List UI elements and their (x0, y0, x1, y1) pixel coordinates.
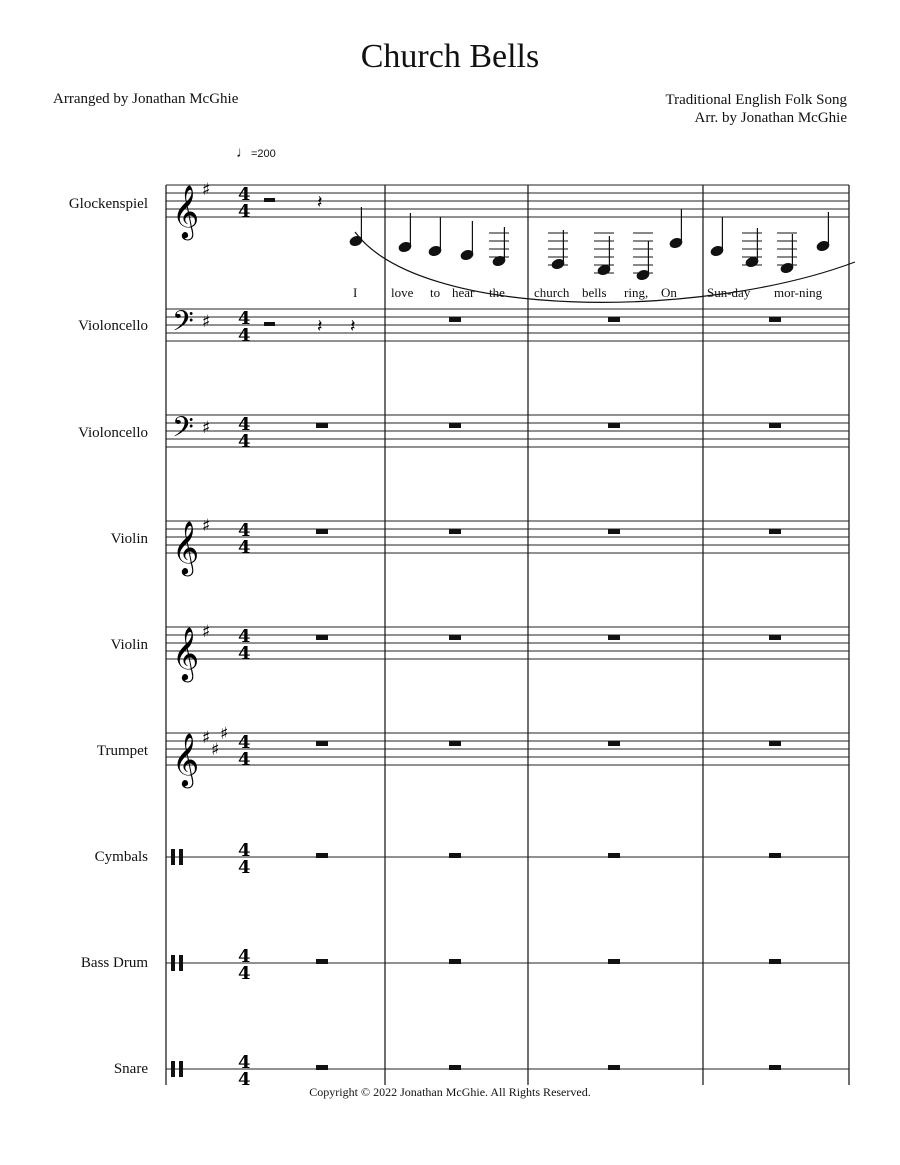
arranger-credit: Arranged by Jonathan McGhie (53, 91, 239, 107)
quarter-rest-icon: 𝄽 (317, 316, 323, 337)
time-signature-bottom: 4 (238, 431, 251, 452)
whole-rest-icon (769, 529, 781, 534)
time-signature-bottom: 4 (238, 749, 251, 770)
time-signature-bottom: 4 (238, 537, 251, 558)
whole-rest-icon (316, 635, 328, 640)
whole-rest-icon (449, 741, 461, 746)
whole-rest-icon (608, 959, 620, 964)
time-signature-top: 4 (238, 946, 251, 967)
whole-rest-icon (449, 1065, 461, 1070)
bass-clef-icon: 𝄢 (172, 411, 194, 451)
time-signature-top: 4 (238, 184, 251, 205)
treble-clef-icon: 𝄞 (172, 732, 200, 786)
sharp-icon: ♯ (202, 728, 211, 748)
lyric-syllable: the (489, 285, 505, 300)
time-signature-top: 4 (238, 626, 251, 647)
sharp-icon: ♯ (211, 740, 220, 760)
whole-rest-icon (769, 635, 781, 640)
time-signature-top: 4 (238, 732, 251, 753)
bass-clef-icon: 𝄢 (172, 305, 194, 345)
time-signature-top: 4 (238, 840, 251, 861)
whole-rest-icon (449, 635, 461, 640)
whole-rest-icon (316, 529, 328, 534)
time-signature-bottom: 4 (238, 963, 251, 984)
tempo-value: =200 (251, 148, 276, 160)
lyric-syllable: love (391, 285, 414, 300)
whole-rest-icon (608, 423, 620, 428)
whole-rest-icon (608, 853, 620, 858)
percussion-clef-icon (171, 849, 175, 865)
time-signature-top: 4 (238, 520, 251, 541)
whole-rest-icon (769, 317, 781, 322)
sharp-icon: ♯ (220, 724, 229, 744)
instrument-label-glockenspiel: Glockenspiel (68, 196, 148, 212)
instrument-label-violoncello-2: Violoncello (78, 425, 148, 441)
instrument-label-bass-drum: Bass Drum (80, 955, 148, 971)
whole-rest-icon (769, 741, 781, 746)
sharp-icon: ♯ (202, 622, 211, 642)
whole-rest-icon (449, 529, 461, 534)
time-signature-top: 4 (238, 414, 251, 435)
instrument-label-snare: Snare (113, 1061, 148, 1077)
instrument-label-cymbals: Cymbals (94, 849, 148, 865)
composer-line-2: Arr. by Jonathan McGhie (694, 110, 847, 126)
whole-rest-icon (769, 1065, 781, 1070)
percussion-clef-icon (179, 1061, 183, 1077)
sharp-icon: ♯ (202, 312, 211, 332)
instrument-label-trumpet: Trumpet (96, 743, 148, 759)
treble-clef-icon: 𝄞 (172, 184, 200, 238)
whole-rest-icon (316, 741, 328, 746)
whole-rest-icon (449, 853, 461, 858)
instrument-label-violoncello-1: Violoncello (78, 318, 148, 334)
lyric-syllable: hear (452, 285, 475, 300)
whole-rest-icon (449, 423, 461, 428)
sharp-icon: ♯ (202, 180, 211, 200)
quarter-rest-icon: 𝄽 (350, 316, 356, 337)
time-signature-top: 4 (238, 308, 251, 329)
whole-rest-icon (316, 853, 328, 858)
percussion-clef-icon (171, 1061, 175, 1077)
whole-rest-icon (608, 741, 620, 746)
whole-rest-icon (316, 1065, 328, 1070)
treble-clef-icon: 𝄞 (172, 626, 200, 680)
time-signature-bottom: 4 (238, 201, 251, 222)
whole-rest-icon (449, 317, 461, 322)
percussion-clef-icon (179, 955, 183, 971)
half-rest-icon (264, 322, 275, 326)
lyric-syllable: Sun-day (707, 285, 751, 300)
time-signature-bottom: 4 (238, 857, 251, 878)
treble-clef-icon: 𝄞 (172, 520, 200, 574)
quarter-note-icon: ♩ (236, 144, 251, 161)
instrument-label-violin-1: Violin (110, 531, 148, 547)
staves (166, 185, 849, 1069)
whole-rest-icon (769, 853, 781, 858)
lyric-syllable: church (534, 285, 570, 300)
sharp-icon: ♯ (202, 418, 211, 438)
percussion-clef-icon (171, 955, 175, 971)
piece-title: Church Bells (360, 38, 540, 75)
sharp-icon: ♯ (202, 516, 211, 536)
time-signature-bottom: 4 (238, 1069, 251, 1090)
whole-rest-icon (608, 635, 620, 640)
lyric-syllable: ring, (624, 285, 649, 300)
whole-rest-icon (608, 529, 620, 534)
whole-rest-icon (769, 423, 781, 428)
whole-rest-icon (608, 317, 620, 322)
quarter-rest-icon: 𝄽 (317, 192, 323, 213)
time-signature-top: 4 (238, 1052, 251, 1073)
composer-line-1: Traditional English Folk Song (665, 92, 847, 108)
whole-rest-icon (316, 959, 328, 964)
lyric-syllable: to (430, 285, 441, 300)
lyric-syllable: On (661, 285, 677, 300)
whole-rest-icon (316, 423, 328, 428)
time-signature-bottom: 4 (238, 325, 251, 346)
whole-rest-icon (769, 959, 781, 964)
whole-rest-icon (608, 1065, 620, 1070)
half-rest-icon (264, 198, 275, 202)
instrument-label-violin-2: Violin (110, 637, 148, 653)
lyric-syllable: I (353, 285, 358, 300)
glockenspiel-notes (349, 207, 830, 281)
time-signature-bottom: 4 (238, 643, 251, 664)
lyric-syllable: bells (582, 285, 607, 300)
percussion-clef-icon (179, 849, 183, 865)
lyric-syllable: mor-ning (774, 285, 823, 300)
copyright-notice: Copyright © 2022 Jonathan McGhie. All Rights Reserved. (309, 1085, 591, 1099)
whole-rest-icon (449, 959, 461, 964)
